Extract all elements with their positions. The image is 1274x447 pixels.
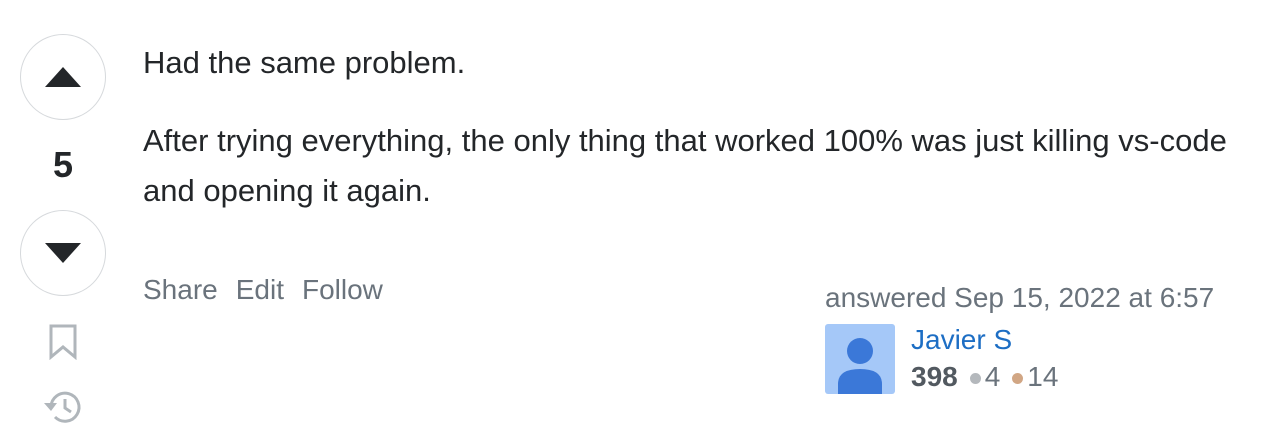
answer-body [143, 38, 1243, 244]
bookmark-icon [48, 324, 78, 360]
reputation-score: 398 [911, 361, 958, 392]
history-icon [41, 387, 85, 427]
user-info [825, 324, 1245, 396]
silver-badge-icon [970, 373, 981, 384]
share-link[interactable]: Share [143, 274, 218, 305]
user-avatar-icon [825, 324, 895, 394]
avatar[interactable] [825, 324, 895, 394]
user-signature [825, 282, 1245, 396]
vote-column [18, 34, 108, 432]
upvote-button[interactable] [20, 34, 106, 120]
caret-up-icon [45, 67, 81, 87]
follow-link[interactable]: Follow [301, 274, 383, 305]
answer-paragraph-1: Had the same problem. [143, 45, 466, 80]
vote-count: 5 [52, 144, 74, 185]
post-menu [143, 274, 383, 306]
bronze-badge-count: 14 [1027, 361, 1059, 392]
caret-down-icon [45, 243, 81, 263]
silver-badge-count: 4 [984, 361, 1001, 392]
edit-link[interactable]: Edit [235, 274, 284, 305]
bookmark-button[interactable] [48, 324, 78, 365]
user-stats [911, 358, 1058, 396]
answered-timestamp[interactable]: answered Sep 15, 2022 at 6:57 [825, 282, 1215, 313]
answer-paragraph-2: After trying everything, the only thing that worked 100% was just killing vs-code and opening it again. [143, 123, 1227, 208]
timeline-button[interactable] [41, 387, 85, 432]
user-details [911, 322, 1058, 396]
user-name-link[interactable]: Javier S [911, 324, 1013, 355]
bronze-badge-icon [1012, 373, 1023, 384]
downvote-button[interactable] [20, 210, 106, 296]
